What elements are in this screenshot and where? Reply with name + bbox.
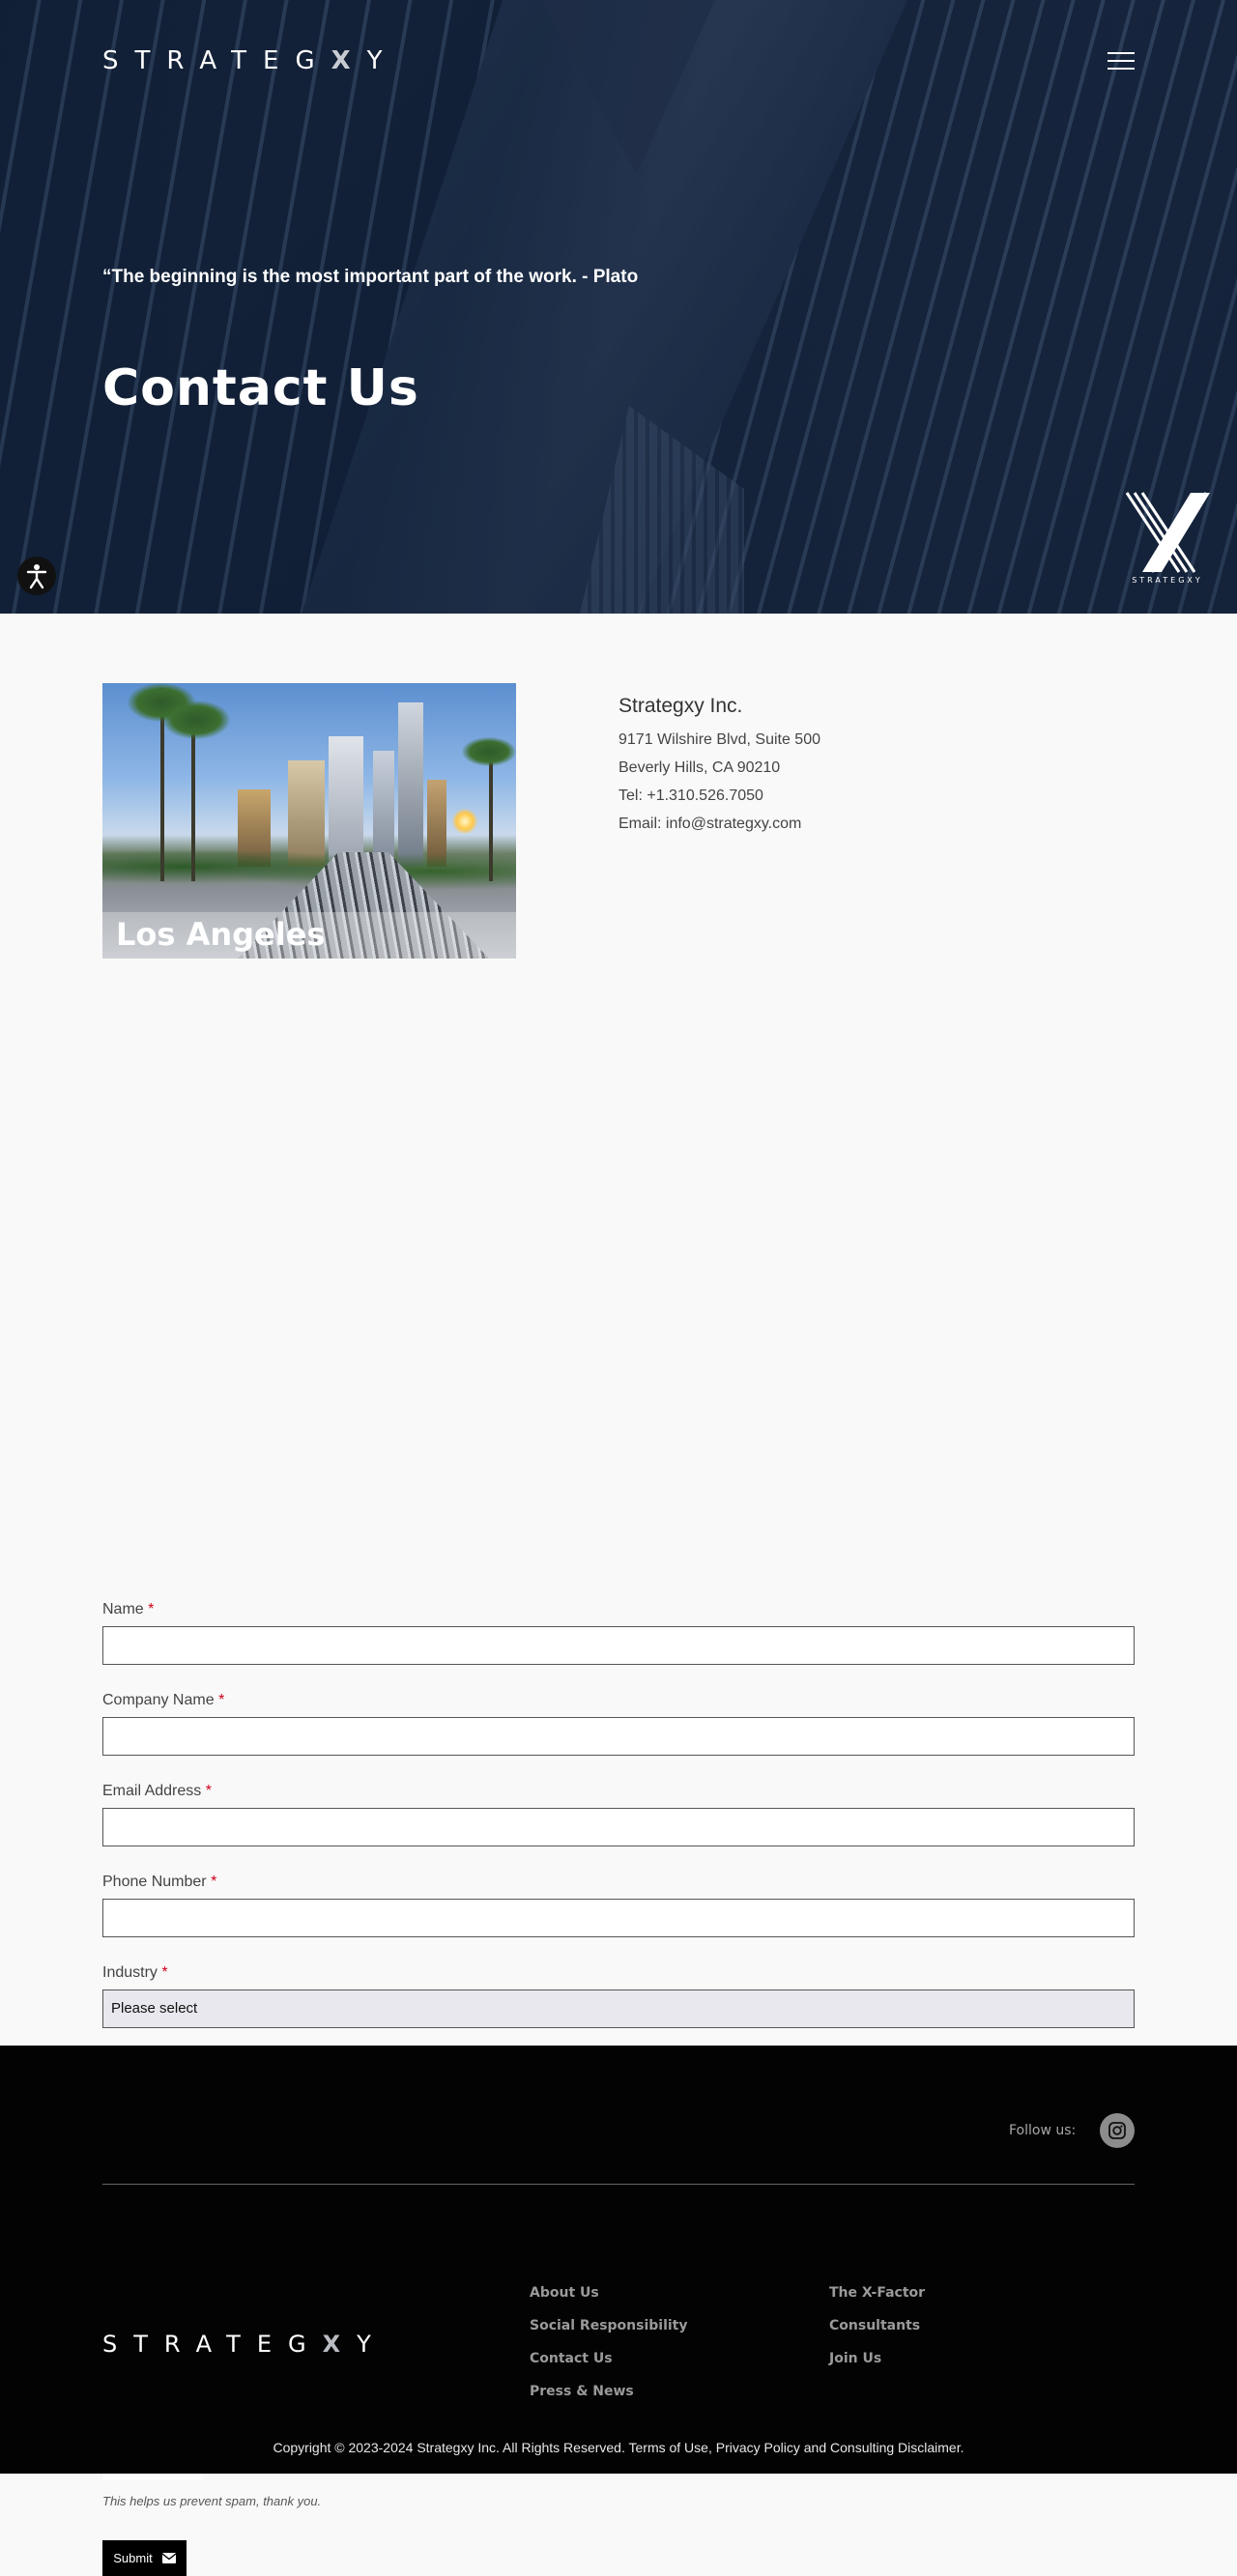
footer-links-col2	[829, 2283, 925, 2382]
name-field-group	[102, 1601, 1135, 1626]
footer-logo-start: STRATEG	[102, 2331, 323, 2358]
email-address[interactable]: Email: info@strategxy.com	[618, 816, 802, 832]
city-name: Los Angeles	[116, 916, 326, 953]
brand-mark-word: STRATEGXY	[1132, 576, 1203, 585]
logo-text-start: STRATEG	[102, 46, 331, 75]
footer-link-join[interactable]: Join Us	[829, 2351, 882, 2366]
accessibility-icon	[26, 563, 47, 588]
los-angeles-image	[102, 683, 516, 959]
submit-label: Submit	[113, 2551, 153, 2565]
industry-select[interactable]	[102, 1989, 1135, 2028]
email-input[interactable]	[102, 1808, 1135, 1846]
company-name: Strategxy Inc.	[618, 695, 743, 717]
footer-logo-end: Y	[357, 2331, 388, 2358]
instagram-link[interactable]	[1100, 2113, 1135, 2148]
footer-link-social-responsibility[interactable]: Social Responsibility	[530, 2318, 688, 2333]
company-label: Company Name *	[102, 1692, 225, 1708]
logo-text-end: Y	[366, 46, 399, 75]
hero-quote: “The beginning is the most important part of the work. - Plato	[102, 267, 639, 287]
follow-us-label: Follow us:	[1009, 2123, 1077, 2138]
hero-overlay	[0, 0, 1237, 614]
company-field-group	[102, 1692, 1135, 1717]
phone-number[interactable]: Tel: +1.310.526.7050	[618, 787, 763, 804]
email-field-group	[102, 1783, 1135, 1808]
logo-text-x: X	[331, 46, 367, 75]
phone-input[interactable]	[102, 1899, 1135, 1937]
footer-link-about[interactable]: About Us	[530, 2285, 599, 2301]
hamburger-icon[interactable]	[1108, 52, 1135, 72]
address-line-2: Beverly Hills, CA 90210	[618, 759, 781, 776]
industry-field-group	[102, 1964, 1135, 2017]
x-logo-icon	[1123, 491, 1212, 574]
footer-logo-x: X	[322, 2331, 358, 2358]
hero-banner	[0, 0, 1237, 614]
brand-x-mark	[1123, 491, 1212, 587]
industry-select-value: Please select	[111, 2000, 198, 2017]
name-input[interactable]	[102, 1626, 1135, 1665]
footer-link-x-factor[interactable]: The X-Factor	[829, 2285, 926, 2301]
email-label: Email Address *	[102, 1783, 212, 1799]
envelope-icon	[162, 2553, 176, 2563]
phone-field-group	[102, 1874, 1135, 1899]
instagram-icon	[1108, 2122, 1126, 2139]
page-title: Contact Us	[102, 359, 419, 417]
footer-logo[interactable]	[102, 2331, 388, 2358]
spam-help-text: This helps us prevent spam, thank you.	[102, 2494, 322, 2508]
footer-link-press[interactable]: Press & News	[530, 2384, 634, 2399]
name-label: Name *	[102, 1601, 155, 1617]
copyright-text: Copyright © 2023-2024 Strategxy Inc. All Rights Reserved. Terms of Use, Privacy Policy and Consulting Disclaimer.	[273, 2440, 964, 2455]
accessibility-button[interactable]	[17, 557, 56, 595]
footer-divider	[102, 2184, 1135, 2185]
office-address	[618, 695, 1102, 838]
city-label	[102, 912, 516, 959]
site-footer	[0, 2046, 1237, 2474]
submit-button[interactable]	[102, 2540, 187, 2576]
footer-links-col1	[530, 2283, 688, 2415]
address-line-1: 9171 Wilshire Blvd, Suite 500	[618, 731, 820, 748]
footer-link-consultants[interactable]: Consultants	[829, 2318, 921, 2333]
phone-label: Phone Number *	[102, 1874, 217, 1890]
footer-link-contact[interactable]: Contact Us	[530, 2351, 613, 2366]
industry-label: Industry *	[102, 1964, 168, 1981]
site-logo[interactable]	[102, 46, 399, 75]
company-input[interactable]	[102, 1717, 1135, 1756]
